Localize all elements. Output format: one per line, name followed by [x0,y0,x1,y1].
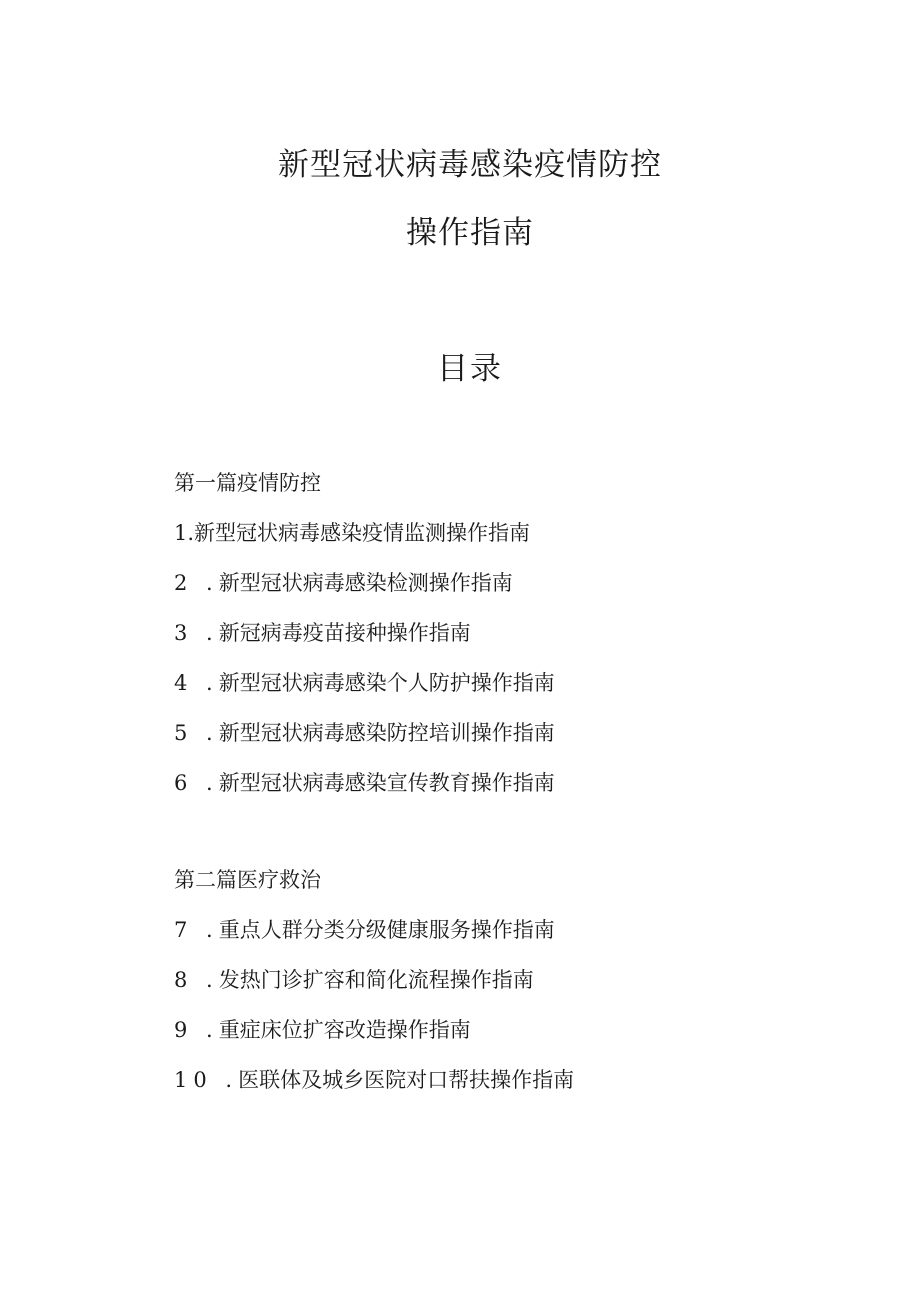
toc-item [174,1055,874,1105]
toc-item [174,905,874,955]
item-number: 3 . [174,621,219,645]
item-title: 新型冠状病毒感染个人防护操作指南 [218,671,555,695]
toc-item [174,658,874,708]
item-title: 新型冠状病毒感染防控培训操作指南 [218,721,555,745]
item-number: 4 . [174,671,219,695]
item-number: 10 . [174,1068,239,1092]
toc-item [174,558,874,608]
item-title: 重症床位扩容改造操作指南 [218,1018,471,1042]
toc-item [174,508,874,558]
section-heading: 第一篇疫情防控 [174,471,321,495]
document-title-line2: 操作指南 [406,215,534,251]
item-number: 1. [174,521,195,545]
item-title: 新型冠状病毒感染检测操作指南 [218,571,513,595]
item-title: 新型冠状病毒感染宣传教育操作指南 [218,771,555,795]
item-number: 7 . [174,918,219,942]
toc-item [174,708,874,758]
item-title: 重点人群分类分级健康服务操作指南 [218,918,555,942]
document-title-line1: 新型冠状病毒感染疫情防控 [278,147,662,183]
section-heading: 第二篇医疗救治 [174,868,321,892]
toc-item [174,955,874,1005]
item-title: 医联体及城乡医院对口帮扶操作指南 [238,1068,575,1092]
item-title: 发热门诊扩容和简化流程操作指南 [218,968,534,992]
toc-section-medical-treatment [174,855,874,1105]
toc-item [174,1005,874,1055]
toc-item [174,758,874,808]
item-title: 新冠病毒疫苗接种操作指南 [218,621,471,645]
toc-heading: 目录 [437,351,503,387]
item-number: 8 . [174,968,219,992]
table-of-contents [174,458,874,1105]
item-number: 5 . [174,721,219,745]
item-title: 新型冠状病毒感染疫情监测操作指南 [194,521,531,545]
toc-item [174,608,874,658]
item-number: 2 . [174,571,219,595]
item-number: 6 . [174,771,219,795]
toc-section-epidemic-control [174,458,874,808]
item-number: 9 . [174,1018,219,1042]
